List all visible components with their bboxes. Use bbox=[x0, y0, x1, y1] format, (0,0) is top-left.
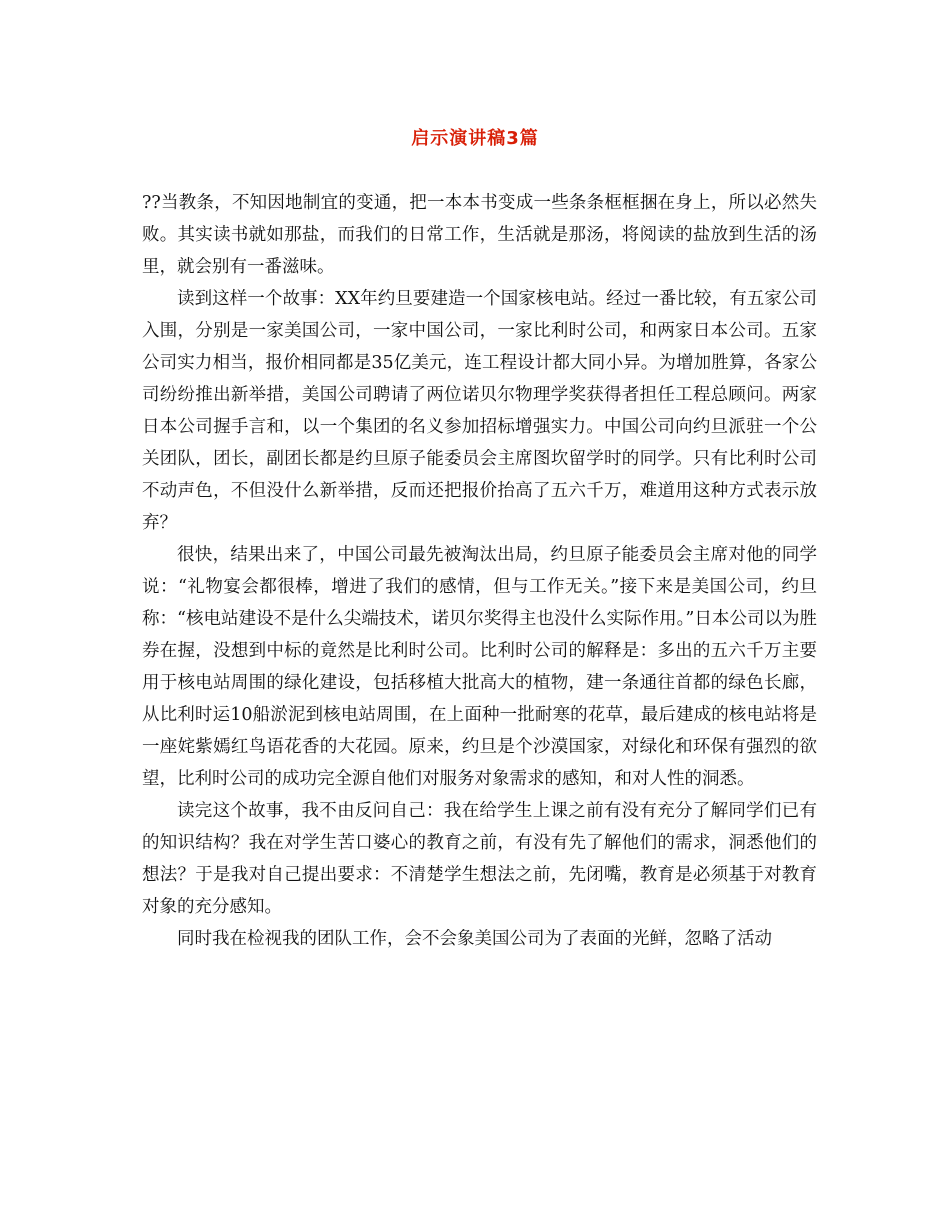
paragraph-3: 很快，结果出来了，中国公司最先被淘汰出局，约旦原子能委员会主席对他的同学说：“礼物宴会都很棒，增进了我们的感情，但与工作无关。”接下来是美国公司，约旦称：“核电站建设不是什么尖端技术，诺贝尔奖得主也没什么实际作用。”日本公司以为胜券在握，没想到中标的竟然是比利时公司。比利时公司的解释是：多出的五六千万主要用于核电站周围的绿化建设，包括移植大批高大的植物，建一条通往首都的绿色长廊，从比利时运10船淤泥到核电站周围，在上面种一批耐寒的花草，最后建成的核电站将是一座姹紫嫣红鸟语花香的大花园。原来，约旦是个沙漠国家，对绿化和环保有强烈的欲望，比利时公司的成功完全源自他们对服务对象需求的感知，和对人性的洞悉。 bbox=[142, 545, 817, 789]
page-title: 启示演讲稿3篇 bbox=[411, 128, 539, 149]
paragraph-5: 同时我在检视我的团队工作，会不会象美国公司为了表面的光鲜，忽略了活动 bbox=[177, 929, 772, 949]
paragraph-2: 读到这样一个故事：XX年约旦要建造一个国家核电站。经过一番比较，有五家公司入围，分别是一家美国公司，一家中国公司，一家比利时公司，和两家日本公司。五家公司实力相当，报价相同都是35亿美元，连工程设计都大同小异。为增加胜算，各家公司纷纷推出新举措，美国公司聘请了两位诺贝尔物理学奖获得者担任工程总顾问。两家日本公司握手言和，以一个集团的名义参加招标增强实力。中国公司向约旦派驻一个公关团队，团长，副团长都是约旦原子能委员会主席图坎留学时的同学。只有比利时公司不动声色，不但没什么新举措，反而还把报价抬高了五六千万，难道用这种方式表示放弃？ bbox=[142, 289, 817, 533]
document-body bbox=[142, 187, 817, 955]
paragraph-4: 读完这个故事，我不由反问自己：我在给学生上课之前有没有充分了解同学们已有的知识结构？我在对学生苦口婆心的教育之前，有没有先了解他们的需求，洞悉他们的想法？于是我对自己提出要求：不清楚学生想法之前，先闭嘴，教育是必须基于对教育对象的充分感知。 bbox=[142, 801, 817, 917]
paragraph-1: ??当教条，不知因地制宜的变通，把一本本书变成一些条条框框捆在身上，所以必然失败。其实读书就如那盐，而我们的日常工作，生活就是那汤，将阅读的盐放到生活的汤里，就会别有一番滋味。 bbox=[142, 193, 817, 277]
